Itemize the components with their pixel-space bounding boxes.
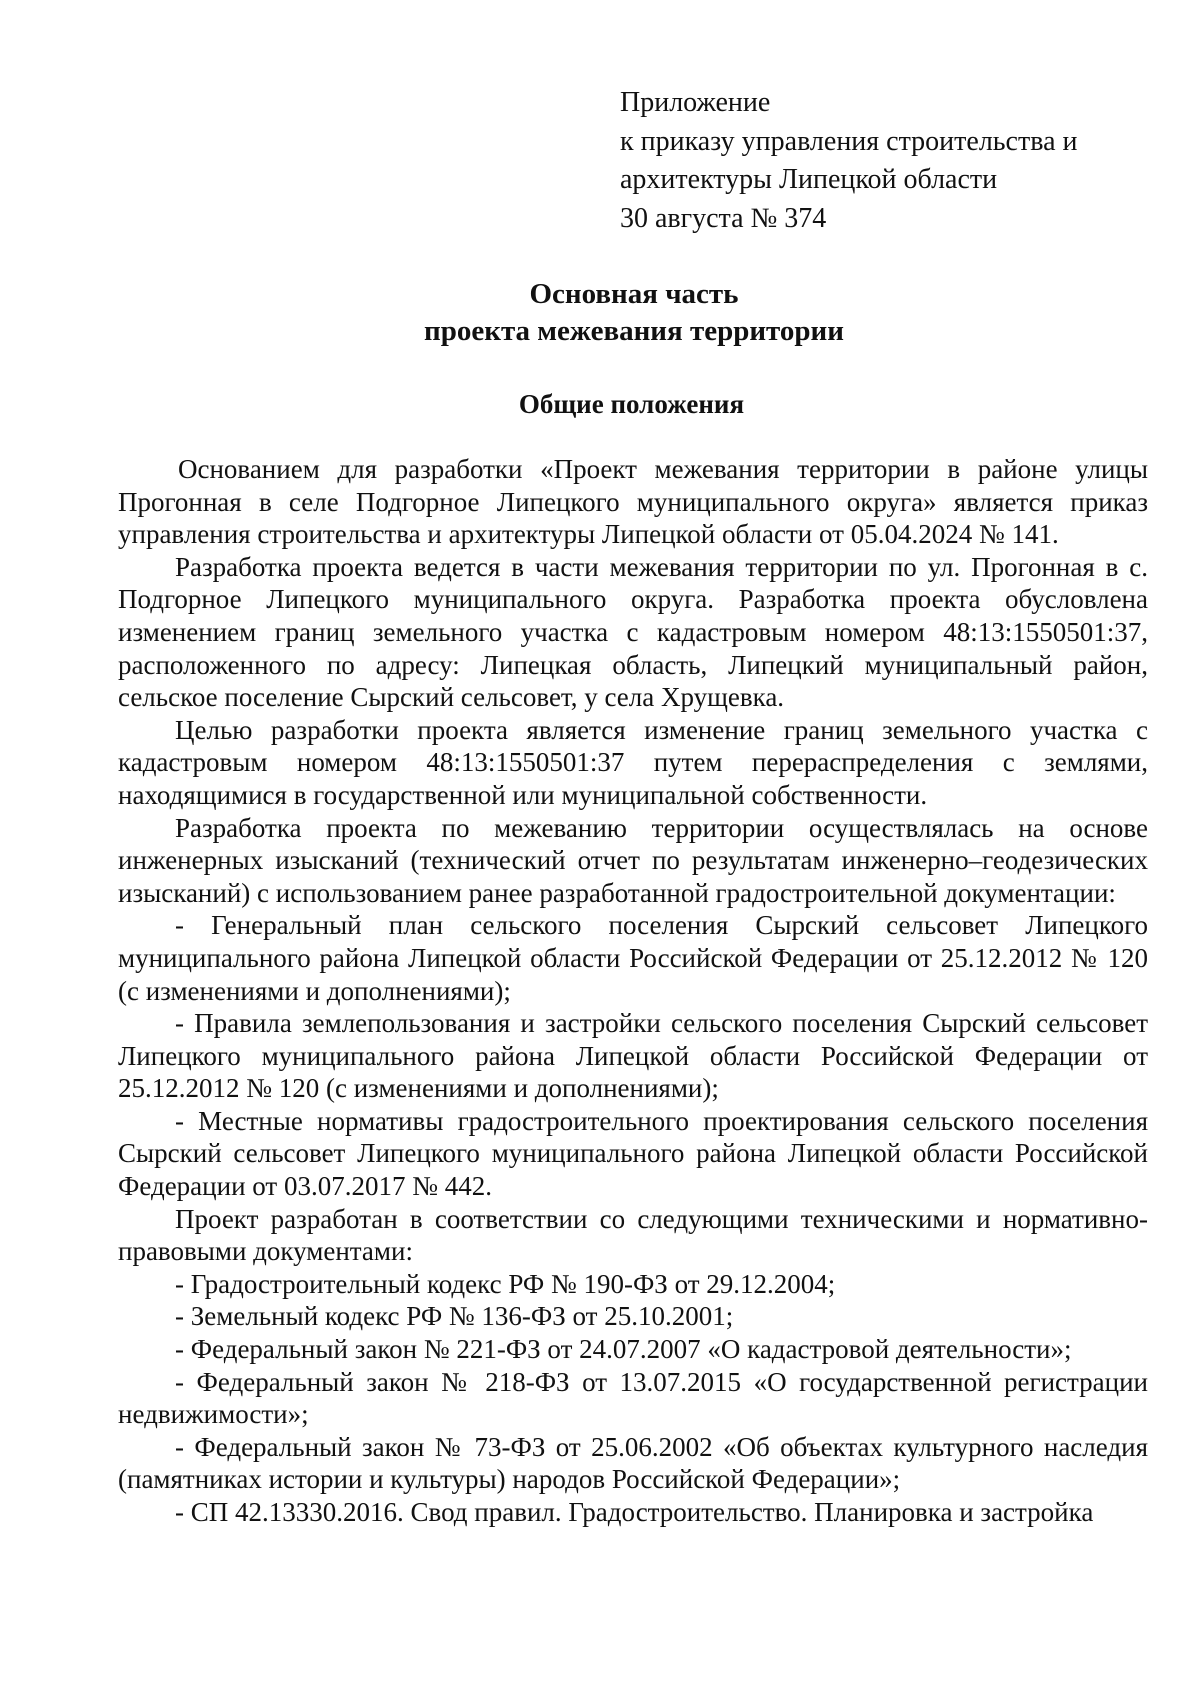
list-item: - Федеральный закон № 218-ФЗ от 13.07.2015 «О государственной регистрации недвижимости»; [118,1366,1148,1430]
list-item: - Генеральный план сельского поселения Сырский сельсовет Липецкого муниципального района Липецкой области Российской Федерации от 25.12.2012 № 120 (с изменениями и дополнениями); [118,910,1148,1006]
appendix-date-number: 30 августа № 374 [620,202,827,234]
list-item: - Земельный кодекс РФ № 136-ФЗ от 25.10.2001; [175,1301,734,1332]
list-item: - Федеральный закон № 221-ФЗ от 24.07.2007 «О кадастровой деятельности»; [175,1334,1072,1365]
list-item: - Градостроительный кодекс РФ № 190-ФЗ от 29.12.2004; [175,1268,836,1299]
appendix-label: Приложение [620,87,771,118]
paragraph-regulations: Проект разработан в соответствии со следующими техническими и нормативно-правовыми документами: [118,1203,1148,1267]
list-item: - СП 42.13330.2016. Свод правил. Градостроительство. Планировка и застройка [175,1497,1094,1527]
paragraph-scope: Разработка проекта ведется в части межевания территории по ул. Прогонная в с. Подгорное Липецкого муниципального округа. Разработка проекта обусловлена изменением границ земельного участка с кадастровым номером 48:13:1550501:37, расположенного по адресу: Липецкая область, Липецкий муниципальный район, сельское поселение Сырский сельсовет, у села Хрущевка. [118,551,1148,713]
list-item: - Федеральный закон № 73-ФЗ от 25.06.2002 «Об объектах культурного наследия (памятниках истории и культуры) народов Российской Федерации»; [118,1431,1148,1495]
appendix-order-line: к приказу управления строительства и [620,125,1078,157]
document-title-line-2: проекта межевания территории [424,315,844,347]
list-item: - Правила землепользования и застройки сельского поселения Сырский сельсовет Липецкого муниципального района Липецкой области Российской Федерации от 25.12.2012 № 120 (с изменениями и дополнениями); [118,1008,1148,1104]
paragraph-surveys: Разработка проекта по межеванию территории осуществлялась на основе инженерных изысканий (технический отчет по результатам инженерно–геодезических изысканий) с использованием ранее разработанной градостроительной документации: [118,812,1148,908]
paragraph-basis: Основанием для разработки «Проект межевания территории в районе улицы Прогонная в селе Подгорное Липецкого муниципального округа» является приказ управления строительства и архитектуры Липецкой области от 05.04.2024 № 141. [118,454,1148,550]
document-title-line-1: Основная часть [529,278,739,310]
section-heading: Общие положения [518,389,745,419]
paragraph-purpose: Целью разработки проекта является изменение границ земельного участка с кадастровым номером 48:13:1550501:37 путем перераспределения с землями, находящимися в государственной или муниципальной собственности. [118,714,1148,810]
appendix-block [620,84,1180,238]
document-title [0,276,1200,350]
appendix-authority-line: архитектуры Липецкой области [620,164,998,195]
list-item: - Местные нормативы градостроительного проектирования сельского поселения Сырский сельсовет Липецкого муниципального района Липецкой области Российской Федерации от 03.07.2017 № 442. [118,1105,1148,1202]
document-body [118,453,1148,1529]
